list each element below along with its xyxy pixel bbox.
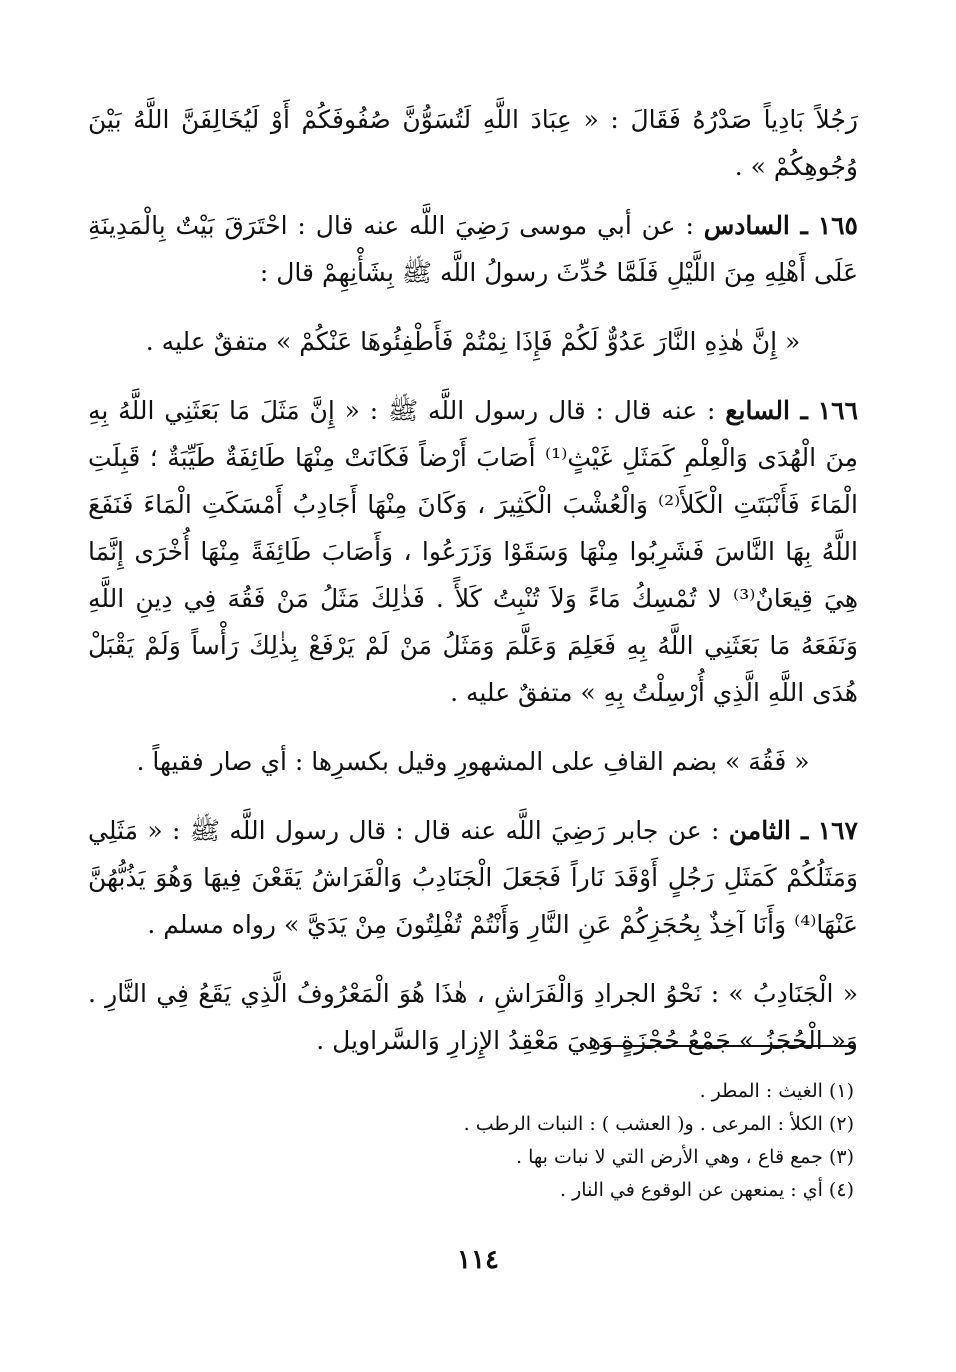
footnote-divider [600,1045,854,1047]
footnote-3: (٣) جمع قاع ، وهي الأرض التي لا نبات بها . [516,1146,854,1168]
hadith-165-number: ١٦٥ [817,211,858,240]
main-text [88,96,858,1064]
hadith-165-quote: « إِنَّ هٰذِهِ النَّارَ عَدُوٌّ لَكُمْ فَإِذَا نِمْتُمْ فَأَطْفِئُوهَا عَنْكُمْ » متفقٌ عليه . [145,327,801,356]
footnote-2: (٢) الكلأ : المرعى . و( العشب ) : النبات الرطب . [463,1113,854,1135]
hadith-166-paragraph [88,387,858,716]
footnotes [300,1075,854,1207]
page-number: ١١٤ [457,1245,499,1275]
hadith-165-title: ـ السادس [703,211,808,240]
footnote-1: (١) الغيث : المطر . [699,1080,854,1102]
hadith-167-note: « الْجَنَادِبُ » : نَحْوُ الجرادِ وَالْفَرَاشِ ، هٰذَا هُوَ الْمَعْرُوفُ الَّذِي يَقَعُ فِي النَّارِ . وَ« الْحُجَزُ » جَمْعُ حُجْزَةٍ وَهِيَ مَعْقِدُ الإِزارِ وَالسَّراويل . [88,979,858,1055]
hadith-166-note: « فَقُهَ » بضم القافِ على المشهورِ وقيل بكسرِها : أي صار فقيهاً . [136,747,810,776]
hadith-166-text: : عنه قال : قال رسول اللَّه ﷺ : « إِنَّ مَثَلَ مَا بَعَثَنِي اللَّهُ بِهِ مِنَ الْهُدَى وَالْعِلْمِ كَمَثَلِ غَيْثٍ⁽¹⁾ أَصَابَ أَرْضاً فَكَانَتْ مِنْهَا طَائِفَةٌ طَيِّبَةٌ ؛ قَبِلَتِ الْمَاءَ فَأَنْبَتَتِ الْكَلأَ⁽²⁾ وَالْعُشْبَ الْكَثِيرَ ، وَكَانَ مِنْهَا أَجَادِبُ أَمْسَكَتِ الْمَاءَ فَنَفَعَ اللَّهُ بِهَا النَّاسَ فَشَرِبُوا مِنْهَا وَسَقَوْا وَزَرَعُوا ، وَأَصَابَ طَائِفَةً مِنْهَا أُخْرَى إِنَّمَا هِيَ قِيعَانٌ⁽³⁾ لا تُمْسِكُ مَاءً وَلاَ تُنْبِتُ كَلأً . فَذٰلِكَ مَثَلُ مَنْ فَقُهَ فِي دِينِ اللَّهِ وَنَفَعَهُ مَا بَعَثَنِي اللَّهُ بِهِ فَعَلِمَ وَعَلَّمَ وَمَثَلُ مَنْ لَمْ يَرْفَعْ بِذٰلِكَ رَأْساً وَلَمْ يَقْبَلْ هُدَى اللَّهِ الَّذِي أُرْسِلْتُ بِهِ » متفقٌ عليه . [88,396,859,707]
hadith-166-title: ـ السابع [725,396,808,425]
intro-paragraph: رَجُلاً بَادِياً صَدْرُهُ فَقَالَ : « عِبَادَ اللَّهِ لَتُسَوُّنَّ صُفُوفَكُمْ أَوْ لَيُخَالِفَنَّ اللَّهُ بَيْنَ وُجُوهِكُمْ » . [88,105,858,181]
hadith-167-paragraph [88,807,858,948]
footnote-4: (٤) أي : يمنعهن عن الوقوع في النار . [560,1179,854,1201]
hadith-167-number: ١٦٧ [817,816,858,845]
hadith-167-title: ـ الثامن [728,816,809,845]
hadith-165-paragraph [88,202,858,296]
hadith-167-text: : عن جابر رَضِيَ اللَّه عنه قال : قال رسول اللَّه ﷺ : « مَثَلِي وَمَثَلُكُمْ كَمَثَلِ رَجُلٍ أَوْقَدَ نَاراً فَجَعَلَ الْجَنَادِبُ وَالْفَرَاشُ يَقَعْنَ فِيهَا وَهُوَ يَذُبُّهُنَّ عَنْهَا⁽⁴⁾ وَأَنَا آخِذٌ بِحُجَزِكُمْ عَنِ النَّارِ وَأَنْتُمْ تُفْلِتُونَ مِنْ يَدَيَّ » رواه مسلم . [88,816,858,939]
hadith-166-number: ١٦٦ [817,396,859,425]
hadith-165-text: : عن أبي موسى رَضِيَ اللَّه عنه قال : احْتَرَقَ بَيْتٌ بِالْمَدِينَةِ عَلَى أَهْلِهِ مِنَ اللَّيْلِ فَلَمَّا حُدِّثَ رسولُ اللَّه ﷺ بِشَأْنِهِمْ قال : [88,211,858,287]
